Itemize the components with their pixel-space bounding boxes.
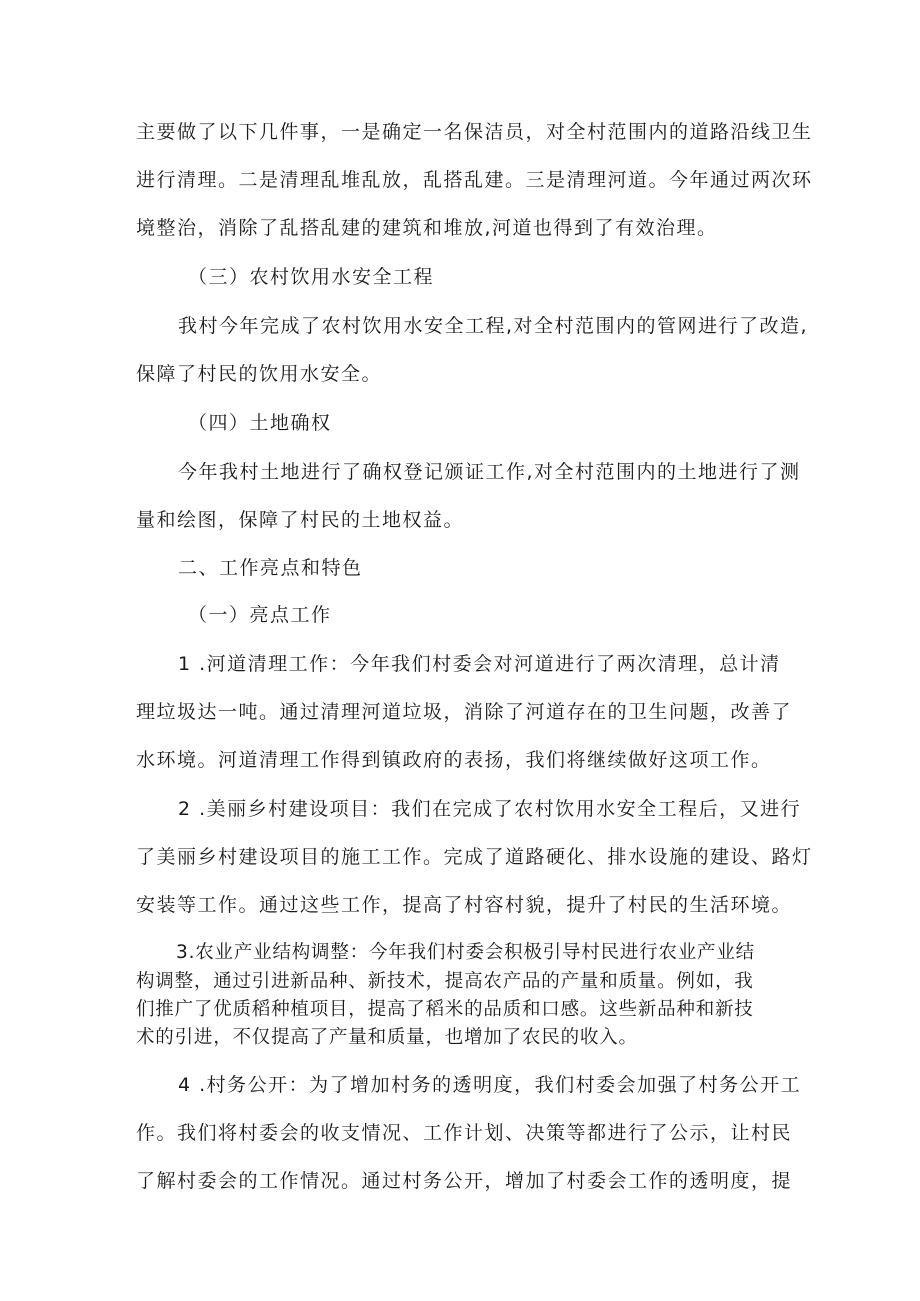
body-text-line: 3.农业产业结构调整：今年我们村委会积极引导村民进行农业产业结 [176,942,755,963]
section-heading: （三）农村饮用水安全工程 [188,266,435,288]
body-text-line: 1 .河道清理工作：今年我们村委会对河道进行了两次清理，总计清 [178,653,781,675]
body-text-line: 水环境。河道清理工作得到镇政府的表扬，我们将继续做好这项工作。 [136,749,772,771]
body-text-line: 理垃圾达一吨。通过清理河道垃圾，消除了河道存在的卫生问题，改善了 [136,701,793,723]
body-text-line: 进行清理。二是清理乱堆乱放，乱搭乱建。三是清理河道。今年通过两次环 [136,169,813,191]
chapter-heading: 二、工作亮点和特色 [178,557,363,579]
body-text-line: 境整治，消除了乱搭乱建的建筑和堆放,河道也得到了有效治理。 [136,217,718,239]
body-text-line: 了解村委会的工作情况。通过村务公开，增加了村委会工作的透明度，提 [136,1170,793,1192]
body-text-line: 4 .村务公开：为了增加村务的透明度，我们村委会加强了村务公开工 [178,1074,802,1096]
body-text-line: 今年我村土地进行了确权登记颁证工作,对全村范围内的土地进行了测 [178,461,801,483]
body-text-line: 安装等工作。通过这些工作，提高了村容村貌，提升了村民的生活环境。 [136,894,793,916]
section-heading: （一）亮点工作 [188,604,332,626]
section-heading: （四）土地确权 [188,412,332,434]
body-text-line: 2 .美丽乡村建设项目：我们在完成了农村饮用水安全工程后，又进行 [178,798,802,820]
body-text-line: 术的引进，不仅提高了产量和质量，也增加了农民的收入。 [136,1027,638,1048]
body-text-line: 了美丽乡村建设项目的施工工作。完成了道路硬化、排水设施的建设、路灯 [136,846,813,868]
body-text-line: 构调整，通过引进新品种、新技术，提高农产品的产量和质量。例如，我 [136,971,754,992]
body-text-line: 保障了村民的饮用水安全。 [136,363,383,385]
body-text-line: 量和绘图，保障了村民的土地权益。 [136,509,465,531]
body-text-line: 们推广了优质稻种植项目，提高了稻米的品质和口感。这些新品种和新技 [136,999,754,1020]
body-text-line: 主要做了以下几件事，一是确定一名保洁员，对全村范围内的道路沿线卫生 [136,121,813,143]
body-text-line: 作。我们将村委会的收支情况、工作计划、决策等都进行了公示，让村民 [136,1122,793,1144]
body-text-line: 我村今年完成了农村饮用水安全工程,对全村范围内的管网进行了改造, [178,315,809,337]
